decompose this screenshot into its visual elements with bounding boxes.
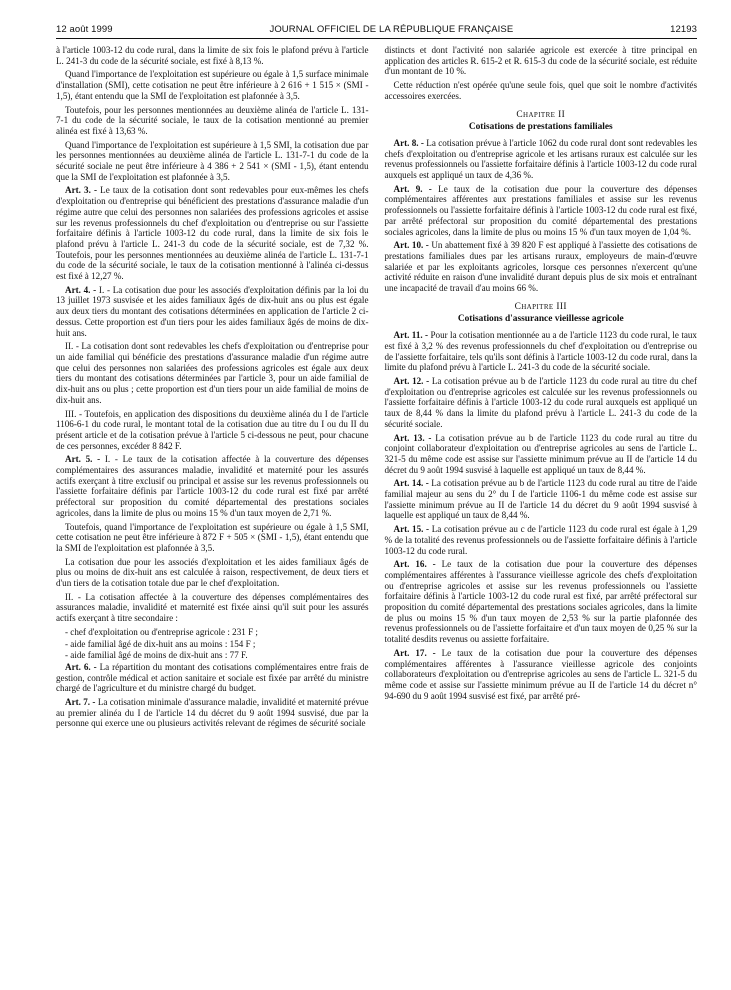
article-text: La répartition du montant des cotisations complémentaires entre frais de gestion, contrôle médical et action sanitaire et sociale est fixée par arrêté du ministre chargé de l'agriculture et du ministre chargé du budget.: [56, 661, 369, 694]
article-text: Le taux de la cotisation due pour la couverture des dépenses complémentaires afférentes à l'assurance vieillesse agricole des chefs d'exploitation ou d'entreprise agricoles et assise sur les revenus professionnels ou l'assiette forfaitaire définis à l'article 1003-12 du code rural est fixé, par arrêté préfectoral sur proposition du comité départemental des prestations sociales agricoles, dans la limite de plus ou moins 15 % d'un taux moyen de 2,53 % sur la partie plafonnée des revenus professionnels ou de l'assiette forfaitaire et d'un taux moyen de 0,25 % sur la totalité desdits revenus ou assiette forfaitaire.: [384, 559, 697, 645]
chapter-title: Cotisations d'assurance vieillesse agricole: [457, 314, 624, 325]
article-paragraph: [56, 285, 369, 339]
paragraph: Quand l'importance de l'exploitation est supérieure à 1,5 SMI, la cotisation due par les personnes mentionnées au deuxième alinéa de l'article L. 131-7-1 du code de la sécurité sociale ne peut être inférieure à 4 386 + 2 541 × (SMI - 1,5), étant entendu que la SMI de l'exploitation est plafonnée à 3,5.: [56, 139, 369, 182]
paragraph: Quand l'importance de l'exploitation est supérieure ou égale à 1,5 surface minimale d'installation (SMI), cette cotisation ne peut être inférieure à 2 616 + 1 515 × (SMI - 1,5), étant entendu que la SMI de l'exploitation est plafonnée à 3,5.: [56, 69, 369, 101]
article-text: Le taux de la cotisation due pour la couverture des dépenses complémentaires afférentes aux prestations familiales et assise sur les revenus professionnels ou l'assiette forfaitaire définis à l'article 1003-12 du code rural est fixé, par arrêté préfectoral sur proposition du comité départemental des prestations sociales agricoles, dans la limite de plus ou moins 15 % d'un taux moyen de 1,04 %.: [384, 183, 697, 237]
article-text: I. - La cotisation due pour les associés d'exploitation définis par la loi du 13 juillet 1973 susvisée et les aides familiaux âgés de dix-huit ans ou plus est égale aux deux tiers du montant des cotisations déterminées en application de l'article 2 ci-dessus. Cette proportion est d'un tiers pour les aides familiaux âgés de moins de dix-huit ans.: [56, 284, 369, 338]
article-paragraph: [385, 376, 698, 430]
article-paragraph: [385, 478, 698, 521]
chapter-title: Cotisations de prestations familiales: [468, 122, 613, 133]
article-text: Le taux de la cotisation dont sont redevables pour eux-mêmes les chefs d'exploitation ou d'entreprise qui bénéficient des prestations d'assurance maladie d'un régime autre que celui des personnes non salariées des professions agricoles et assise sur les revenus professionnels du chef d'exploitation ou d'entreprise ou sur l'assiette forfaitaire définis à l'article 1003-12 du code rural, dans la limite de six fois le plafond prévu à l'article L. 241-3 du code de la sécurité sociale, est de 7,32 %. Toutefois, pour les personnes mentionnées au deuxième alinéa de l'article L. 131-7-1 du code de la sécurité sociale, le taux de la cotisation mentionné à l'alinéa ci-dessus est fixé à 12,27 %.: [56, 185, 369, 282]
article-text: Pour la cotisation mentionnée au a de l'article 1123 du code rural, le taux est fixé à 3,2 % des revenus professionnels du chef d'exploitation ou d'entreprise ou de l'assiette forfaitaire, tels qu'ils sont définis à l'article 1003-12 du code rural, dans la limite du plafond prévu à l'article L. 241-3 du code de la sécurité sociale.: [384, 330, 697, 373]
paragraph: Toutefois, pour les personnes mentionnées au deuxième alinéa de l'article L. 131-7-1 du code de la sécurité sociale, le taux de la cotisation mentionné au premier alinéa est fixé à 13,63 %.: [56, 104, 369, 136]
article-paragraph: [385, 648, 698, 702]
article-label: Art. 11. -: [393, 330, 429, 341]
article-paragraph: [385, 138, 698, 181]
article-label: Art. 9. -: [393, 183, 432, 194]
paragraph: à l'article 1003-12 du code rural, dans la limite de six fois le plafond prévu à l'article L. 241-3 du code de la sécurité sociale, est fixé à 8,13 %.: [56, 45, 369, 66]
article-paragraph: [56, 697, 369, 729]
article-text: La cotisation prévue au b de l'article 1123 du code rural au titre de l'aide familial majeur au sens du 2° du I de l'article 1106-1 du même code est assise sur l'assiette minimum prévue au II de l'article 14 du décret du 9 août 1994 susvisé à laquelle est appliqué un taux de 8,44 %.: [384, 478, 697, 521]
article-paragraph: [56, 185, 369, 281]
article-text: La cotisation prévue au b de l'article 1123 du code rural au titre du chef d'exploitation ou d'entreprise agricoles est calculée sur les revenus professionnels ou l'assiette forfaitaire définis à l'article 1003-12 du code rural auxquels est appliqué un taux de 8,44 % dans la limite du plafond prévu à l'article L. 241-3 du code de la sécurité sociale.: [384, 375, 697, 429]
article-label: Art. 16. -: [393, 559, 436, 570]
header-date: 12 août 1999: [56, 24, 113, 35]
header-journal-title: JOURNAL OFFICIEL DE LA RÉPUBLIQUE FRANÇAISE: [269, 24, 514, 35]
left-column: [56, 45, 369, 732]
article-label: Art. 14. -: [393, 478, 429, 489]
article-text: La cotisation prévue au b de l'article 1123 du code rural au titre du conjoint collaborateur d'exploitation ou d'entreprise agricoles au sens de l'article L. 321-5 du même code est assise sur l'assiette minimum prévue au II de l'article 14 du décret du 9 août 1994 susvisé à laquelle est appliqué un taux de 8,44 %.: [384, 432, 697, 475]
article-paragraph: [385, 184, 698, 238]
list-item: - aide familial âgé de moins de dix-huit ans : 77 F.: [65, 650, 248, 661]
article-text: I. - Le taux de la cotisation affectée à la couverture des dépenses complémentaires des assurances maladie, invalidité et maternité pour les assurés actifs exerçant à titre exclusif ou principal et assise sur les revenus professionnels ou l'assiette forfaitaire définis par l'article 1003-12 du code rural est fixé par arrêté préfectoral sur proposition du comité départemental des prestations sociales agricoles, dans la limite de plus ou moins 15 % d'un taux moyen de 2,71 %.: [56, 454, 369, 518]
article-text: La cotisation minimale d'assurance maladie, invalidité et maternité prévue au premier alinéa du I de l'article 14 du décret du 9 août 1994 susvisé, due par la personne qui exerce une ou plusieurs activités relevant de régimes de sécurité sociale: [56, 697, 369, 729]
article-paragraph: [56, 454, 369, 518]
article-text: La cotisation prévue au c de l'article 1123 du code rural est égale à 1,29 % de la totalité des revenus professionnels ou de l'assiette forfaitaire définis à l'article 1003-12 du code rural.: [384, 524, 697, 556]
paragraph: distincts et dont l'activité non salariée agricole est exercée à titre principal en application des articles R. 615-2 et R. 615-3 du code de la sécurité sociale, est réduite d'un montant de 10 %.: [384, 45, 697, 77]
article-paragraph: [385, 524, 698, 556]
running-header: [56, 24, 697, 39]
article-paragraph: [385, 559, 698, 645]
article-label: Art. 5. -: [65, 454, 101, 465]
article-paragraph: [385, 433, 698, 476]
list-item: - aide familial âgé de dix-huit ans au moins : 154 F ;: [65, 638, 256, 649]
chapter-heading: Chapitre III: [514, 301, 567, 312]
text-columns: [56, 45, 697, 732]
paragraph: Toutefois, quand l'importance de l'exploitation est supérieure ou égale à 1,5 SMI, cette cotisation ne peut être inférieure à 872 F + 505 × (SMI - 1,5), étant entendu que la SMI de l'exploitation est plafonnée à 3,5.: [56, 521, 369, 553]
article-text: Un abattement fixé à 39 820 F est appliqué à l'assiette des cotisations de prestations familiales dues par les artisans ruraux, employeurs de main-d'œuvre salariée et par les exploitants agricoles, lorsque ces personnes n'exercent qu'une activité réduite en raison d'une invalidité durant depuis plus de six mois et entraînant une incapacité de travail d'au moins 66 %.: [384, 240, 697, 294]
article-label: Art. 13. -: [393, 432, 432, 443]
list-item: - chef d'exploitation ou d'entreprise agricole : 231 F ;: [65, 626, 258, 637]
article-text: Le taux de la cotisation due pour la couverture des dépenses complémentaires afférentes à l'assurance vieillesse agricole des conjoints collaborateurs d'exploitation ou d'entreprise agricoles au sens de l'article L. 321-5 du même code et assise sur l'assiette minimum prévue au II de l'article 14 du décret n° 94-690 du 9 août 1994 susvisé est fixé, par arrêté pré-: [384, 647, 697, 701]
article-label: Art. 17. -: [393, 647, 436, 658]
article-label: Art. 3. -: [65, 185, 98, 196]
right-column: [385, 45, 698, 732]
article-label: Art. 10. -: [393, 240, 429, 251]
article-label: Art. 15. -: [393, 524, 430, 535]
paragraph: III. - Toutefois, en application des dispositions du deuxième alinéa du I de l'article 1106-6-1 du code rural, le montant total de la cotisation due au titre du I ou du II du présent article et de la cotisation prévue à l'article 5 ci-dessous ne peut, pour chacune de ces personnes, excéder 8 842 F.: [56, 408, 369, 451]
article-paragraph: [56, 662, 369, 694]
article-label: Art. 12. -: [393, 375, 430, 386]
chapter-heading: Chapitre II: [516, 109, 566, 120]
article-label: Art. 8. -: [393, 137, 424, 148]
paragraph: II. - La cotisation affectée à la couverture des dépenses complémentaires des assurances maladie, invalidité et maternité est fixée ainsi qu'il suit pour les assurés actifs exerçant à titre secondaire :: [56, 591, 369, 624]
header-page-number: 12193: [670, 24, 697, 35]
article-paragraph: [385, 240, 698, 294]
article-text: La cotisation prévue à l'article 1062 du code rural dont sont redevables les chefs d'exploitation ou d'entreprise agricole et les artisans ruraux est calculée sur les revenus professionnels ou l'assiette forfaitaire définis à l'article 1003-12 du code rural auxquels est appliqué un taux de 4,36 %.: [384, 137, 697, 181]
article-label: Art. 7. -: [65, 697, 96, 708]
article-label: Art. 4. -: [65, 284, 97, 295]
paragraph: La cotisation due pour les associés d'exploitation et les aides familiaux âgés de plus ou moins de dix-huit ans est calculée à raison, respectivement, de deux tiers et d'un tiers de la cotisation totale due par le chef d'exploitation.: [56, 556, 369, 589]
article-paragraph: [385, 330, 698, 373]
article-label: Art. 6. -: [65, 661, 97, 672]
paragraph: Cette réduction n'est opérée qu'une seule fois, quel que soit le nombre d'activités accessoires exercées.: [384, 80, 697, 101]
paragraph: II. - La cotisation dont sont redevables les chefs d'exploitation ou d'entreprise pour un aide familial qui bénéficie des prestations d'assurance maladie d'un régime autre que celui des personnes non salariées des professions agricoles est égale aux deux tiers du montant des cotisations déterminées par l'article 3, pour un aide familial de dix-huit ans ou plus ; cette proportion est d'un tiers pour un aide familial de moins de dix-huit ans.: [56, 341, 369, 405]
